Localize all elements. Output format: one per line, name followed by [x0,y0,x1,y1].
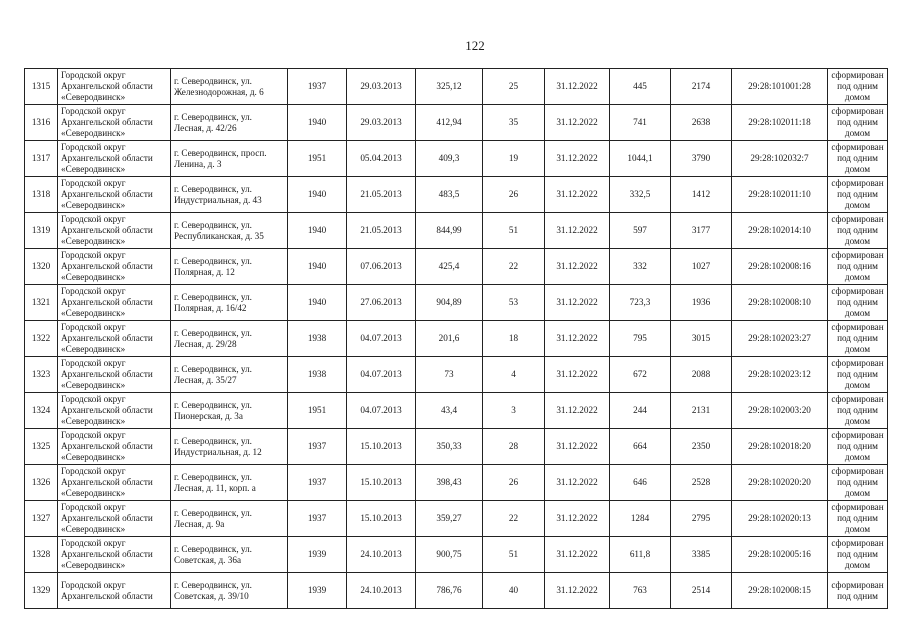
row-number-cell: 1316 [25,105,58,141]
build-year-cell: 1940 [288,285,347,321]
residents-cell: 51 [483,213,545,249]
residents-cell: 35 [483,105,545,141]
land-area-cell: 244 [610,393,671,429]
table-row [25,321,888,357]
recognition-date-cell: 15.10.2013 [347,465,416,501]
row-number-cell: 1317 [25,141,58,177]
resettlement-date-cell: 31.12.2022 [545,285,610,321]
land-area-cell: 445 [610,69,671,105]
table-row [25,213,888,249]
recognition-date-cell: 24.10.2013 [347,573,416,609]
cadastral-number-cell: 29:28:102008:16 [732,249,828,285]
cost-cell: 2088 [671,357,732,393]
address-cell: г. Северодвинск, ул. Лесная, д. 9а [171,501,288,537]
build-year-cell: 1937 [288,429,347,465]
resettlement-date-cell: 31.12.2022 [545,69,610,105]
land-status-cell: сформирован под одним домом [828,465,888,501]
resettlement-date-cell: 31.12.2022 [545,249,610,285]
cost-cell: 2795 [671,501,732,537]
cost-cell: 2350 [671,429,732,465]
land-area-cell: 332 [610,249,671,285]
address-cell: г. Северодвинск, ул. Лесная, д. 11, корп. а [171,465,288,501]
municipality-cell: Городской округ Архангельской области «Северодвинск» [58,141,171,177]
row-number-cell: 1319 [25,213,58,249]
municipality-cell: Городской округ Архангельской области «Северодвинск» [58,393,171,429]
land-area-cell: 611,8 [610,537,671,573]
cost-cell: 1936 [671,285,732,321]
build-year-cell: 1937 [288,465,347,501]
municipality-cell: Городской округ Архангельской области «Северодвинск» [58,177,171,213]
land-area-cell: 332,5 [610,177,671,213]
cadastral-number-cell: 29:28:102020:20 [732,465,828,501]
cost-cell: 3385 [671,537,732,573]
address-cell: г. Северодвинск, ул. Железнодорожная, д. 6 [171,69,288,105]
table-row [25,573,888,609]
land-area-cell: 741 [610,105,671,141]
address-cell: г. Северодвинск, ул. Индустриальная, д. 43 [171,177,288,213]
land-status-cell: сформирован под одним домом [828,105,888,141]
build-year-cell: 1940 [288,249,347,285]
cadastral-number-cell: 29:28:102005:16 [732,537,828,573]
cadastral-number-cell: 29:28:101001:28 [732,69,828,105]
build-year-cell: 1940 [288,177,347,213]
land-area-cell: 1044,1 [610,141,671,177]
area-cell: 43,4 [416,393,483,429]
page-number: 122 [465,38,485,53]
cost-cell: 2528 [671,465,732,501]
land-status-cell: сформирован под одним домом [828,357,888,393]
resettlement-date-cell: 31.12.2022 [545,429,610,465]
resettlement-date-cell: 31.12.2022 [545,141,610,177]
table-row [25,249,888,285]
residents-cell: 22 [483,501,545,537]
residents-cell: 40 [483,573,545,609]
area-cell: 350,33 [416,429,483,465]
table-row [25,357,888,393]
municipality-cell: Городской округ Архангельской области «Северодвинск» [58,249,171,285]
build-year-cell: 1940 [288,213,347,249]
cadastral-number-cell: 29:28:102008:10 [732,285,828,321]
recognition-date-cell: 24.10.2013 [347,537,416,573]
land-area-cell: 646 [610,465,671,501]
recognition-date-cell: 04.07.2013 [347,321,416,357]
resettlement-date-cell: 31.12.2022 [545,393,610,429]
municipality-cell: Городской округ Архангельской области «Северодвинск» [58,501,171,537]
address-cell: г. Северодвинск, ул. Лесная, д. 29/28 [171,321,288,357]
recognition-date-cell: 07.06.2013 [347,249,416,285]
recognition-date-cell: 29.03.2013 [347,105,416,141]
table-row [25,105,888,141]
housing-registry-table [24,68,888,609]
build-year-cell: 1939 [288,573,347,609]
resettlement-date-cell: 31.12.2022 [545,213,610,249]
land-area-cell: 763 [610,573,671,609]
cadastral-number-cell: 29:28:102018:20 [732,429,828,465]
table-row [25,285,888,321]
resettlement-date-cell: 31.12.2022 [545,357,610,393]
cost-cell: 3015 [671,321,732,357]
build-year-cell: 1937 [288,69,347,105]
row-number-cell: 1323 [25,357,58,393]
cadastral-number-cell: 29:28:102032:7 [732,141,828,177]
address-cell: г. Северодвинск, ул. Советская, д. 39/10 [171,573,288,609]
area-cell: 325,12 [416,69,483,105]
residents-cell: 53 [483,285,545,321]
table-row [25,429,888,465]
row-number-cell: 1324 [25,393,58,429]
recognition-date-cell: 29.03.2013 [347,69,416,105]
row-number-cell: 1327 [25,501,58,537]
row-number-cell: 1325 [25,429,58,465]
cadastral-number-cell: 29:28:102020:13 [732,501,828,537]
row-number-cell: 1322 [25,321,58,357]
build-year-cell: 1938 [288,357,347,393]
residents-cell: 25 [483,69,545,105]
residents-cell: 51 [483,537,545,573]
cost-cell: 3790 [671,141,732,177]
land-area-cell: 795 [610,321,671,357]
recognition-date-cell: 21.05.2013 [347,213,416,249]
cadastral-number-cell: 29:28:102011:10 [732,177,828,213]
row-number-cell: 1315 [25,69,58,105]
cost-cell: 3177 [671,213,732,249]
land-status-cell: сформирован под одним домом [828,213,888,249]
area-cell: 786,76 [416,573,483,609]
recognition-date-cell: 27.06.2013 [347,285,416,321]
row-number-cell: 1329 [25,573,58,609]
address-cell: г. Северодвинск, ул. Полярная, д. 12 [171,249,288,285]
residents-cell: 26 [483,177,545,213]
residents-cell: 19 [483,141,545,177]
build-year-cell: 1940 [288,105,347,141]
area-cell: 398,43 [416,465,483,501]
area-cell: 904,89 [416,285,483,321]
table-row [25,69,888,105]
table-row [25,501,888,537]
build-year-cell: 1937 [288,501,347,537]
table-row [25,465,888,501]
area-cell: 844,99 [416,213,483,249]
area-cell: 425,4 [416,249,483,285]
resettlement-date-cell: 31.12.2022 [545,465,610,501]
row-number-cell: 1326 [25,465,58,501]
residents-cell: 22 [483,249,545,285]
recognition-date-cell: 04.07.2013 [347,393,416,429]
land-status-cell: сформирован под одним домом [828,429,888,465]
address-cell: г. Северодвинск, просп. Ленина, д. 3 [171,141,288,177]
table-row [25,537,888,573]
residents-cell: 28 [483,429,545,465]
land-status-cell: сформирован под одним домом [828,249,888,285]
land-status-cell: сформирован под одним домом [828,321,888,357]
recognition-date-cell: 15.10.2013 [347,501,416,537]
row-number-cell: 1328 [25,537,58,573]
build-year-cell: 1938 [288,321,347,357]
residents-cell: 4 [483,357,545,393]
land-status-cell: сформирован под одним [828,573,888,609]
resettlement-date-cell: 31.12.2022 [545,321,610,357]
address-cell: г. Северодвинск, ул. Советская, д. 36а [171,537,288,573]
cadastral-number-cell: 29:28:102023:12 [732,357,828,393]
residents-cell: 18 [483,321,545,357]
address-cell: г. Северодвинск, ул. Пионерская, д. 3а [171,393,288,429]
cost-cell: 2131 [671,393,732,429]
municipality-cell: Городской округ Архангельской области «Северодвинск» [58,357,171,393]
address-cell: г. Северодвинск, ул. Полярная, д. 16/42 [171,285,288,321]
land-status-cell: сформирован под одним домом [828,393,888,429]
table-row [25,177,888,213]
land-status-cell: сформирован под одним домом [828,501,888,537]
cadastral-number-cell: 29:28:102011:18 [732,105,828,141]
build-year-cell: 1951 [288,141,347,177]
table-row [25,393,888,429]
resettlement-date-cell: 31.12.2022 [545,177,610,213]
land-status-cell: сформирован под одним домом [828,285,888,321]
cost-cell: 2174 [671,69,732,105]
row-number-cell: 1318 [25,177,58,213]
municipality-cell: Городской округ Архангельской области [58,573,171,609]
address-cell: г. Северодвинск, ул. Лесная, д. 42/26 [171,105,288,141]
resettlement-date-cell: 31.12.2022 [545,501,610,537]
resettlement-date-cell: 31.12.2022 [545,105,610,141]
land-status-cell: сформирован под одним домом [828,177,888,213]
address-cell: г. Северодвинск, ул. Индустриальная, д. 12 [171,429,288,465]
row-number-cell: 1321 [25,285,58,321]
area-cell: 412,94 [416,105,483,141]
address-cell: г. Северодвинск, ул. Лесная, д. 35/27 [171,357,288,393]
land-area-cell: 597 [610,213,671,249]
cadastral-number-cell: 29:28:102023:27 [732,321,828,357]
build-year-cell: 1951 [288,393,347,429]
municipality-cell: Городской округ Архангельской области «Северодвинск» [58,213,171,249]
address-cell: г. Северодвинск, ул. Республиканская, д. 35 [171,213,288,249]
municipality-cell: Городской округ Архангельской области «Северодвинск» [58,429,171,465]
land-area-cell: 672 [610,357,671,393]
table-row [25,141,888,177]
recognition-date-cell: 04.07.2013 [347,357,416,393]
municipality-cell: Городской округ Архангельской области «Северодвинск» [58,69,171,105]
land-area-cell: 723,3 [610,285,671,321]
cadastral-number-cell: 29:28:102014:10 [732,213,828,249]
area-cell: 483,5 [416,177,483,213]
recognition-date-cell: 15.10.2013 [347,429,416,465]
cadastral-number-cell: 29:28:102003:20 [732,393,828,429]
municipality-cell: Городской округ Архангельской области «Северодвинск» [58,537,171,573]
residents-cell: 3 [483,393,545,429]
area-cell: 409,3 [416,141,483,177]
land-status-cell: сформирован под одним домом [828,537,888,573]
land-status-cell: сформирован под одним домом [828,141,888,177]
area-cell: 359,27 [416,501,483,537]
row-number-cell: 1320 [25,249,58,285]
cost-cell: 1412 [671,177,732,213]
land-area-cell: 1284 [610,501,671,537]
build-year-cell: 1939 [288,537,347,573]
recognition-date-cell: 05.04.2013 [347,141,416,177]
municipality-cell: Городской округ Архангельской области «Северодвинск» [58,465,171,501]
cost-cell: 2514 [671,573,732,609]
municipality-cell: Городской округ Архангельской области «Северодвинск» [58,105,171,141]
cost-cell: 1027 [671,249,732,285]
municipality-cell: Городской округ Архангельской области «Северодвинск» [58,285,171,321]
area-cell: 900,75 [416,537,483,573]
table-body [25,69,888,609]
cadastral-number-cell: 29:28:102008:15 [732,573,828,609]
land-area-cell: 664 [610,429,671,465]
area-cell: 73 [416,357,483,393]
resettlement-date-cell: 31.12.2022 [545,573,610,609]
municipality-cell: Городской округ Архангельской области «Северодвинск» [58,321,171,357]
residents-cell: 26 [483,465,545,501]
area-cell: 201,6 [416,321,483,357]
land-status-cell: сформирован под одним домом [828,69,888,105]
cost-cell: 2638 [671,105,732,141]
resettlement-date-cell: 31.12.2022 [545,537,610,573]
recognition-date-cell: 21.05.2013 [347,177,416,213]
